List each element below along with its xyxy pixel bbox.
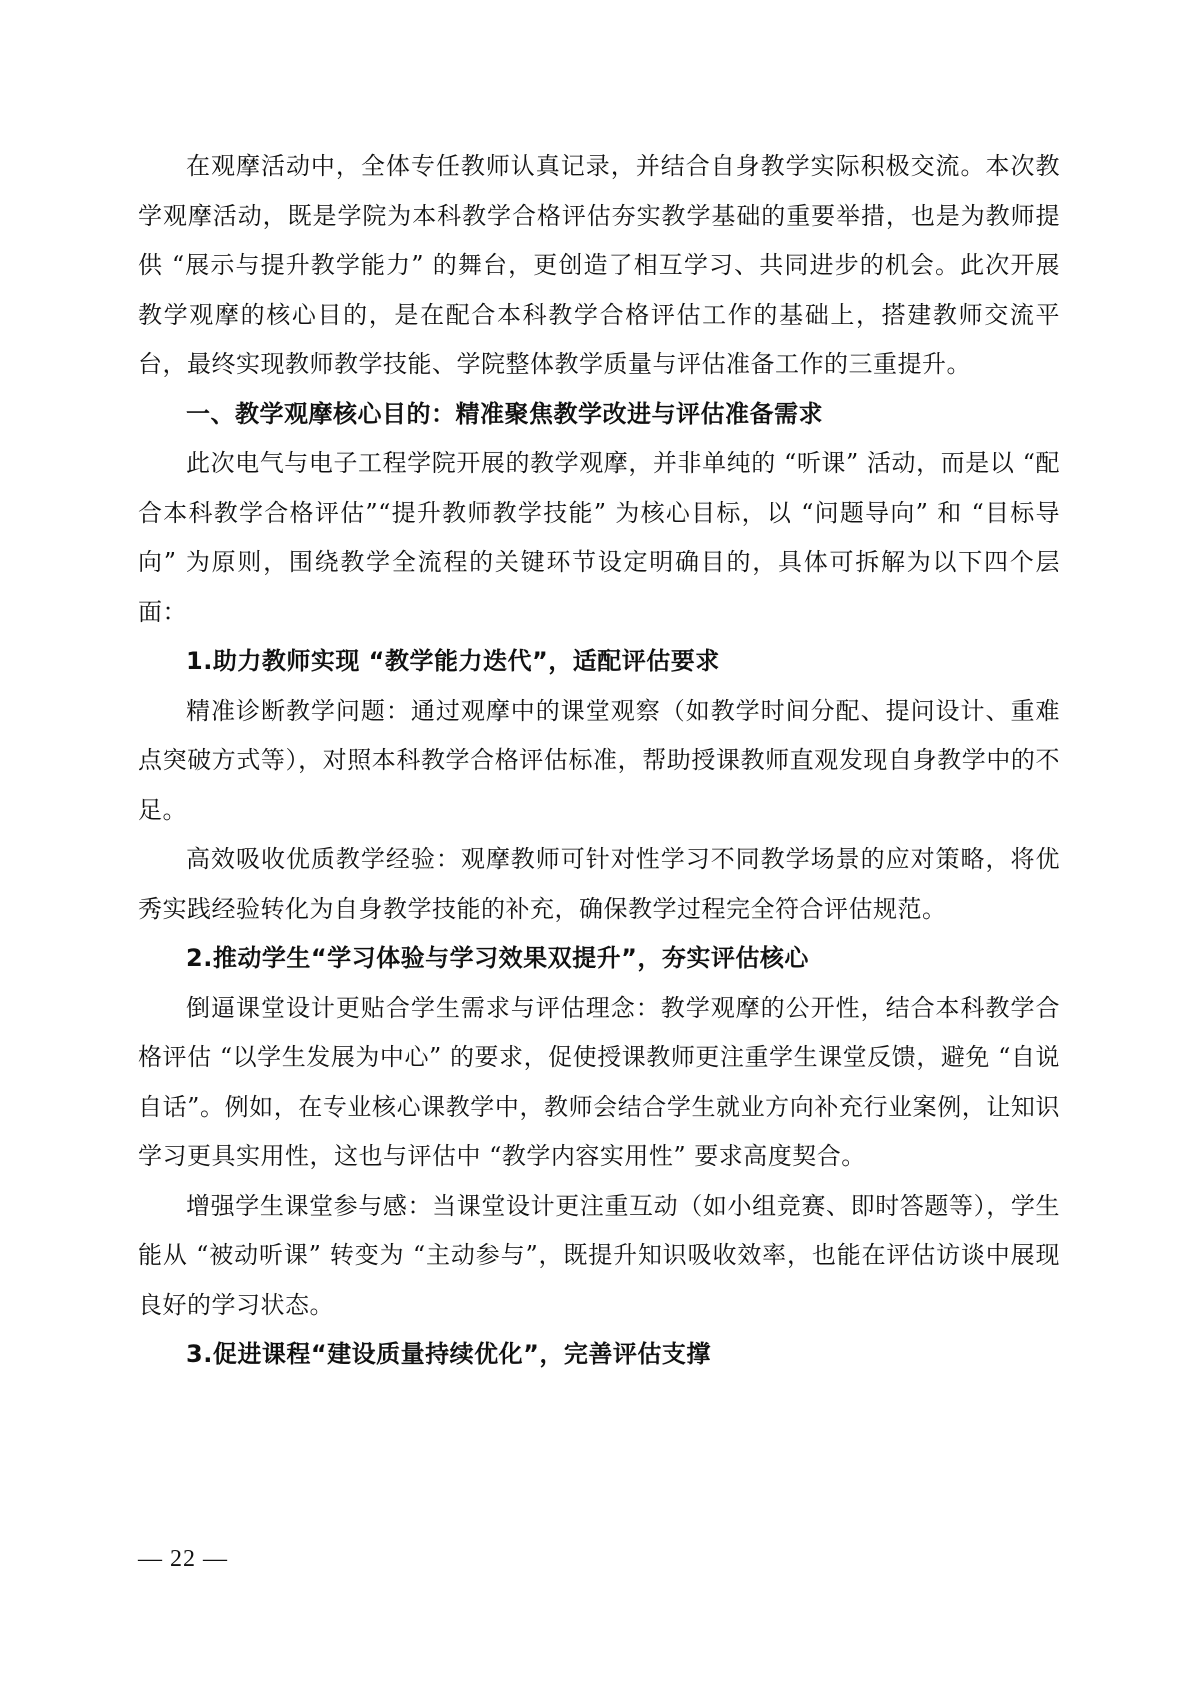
paragraph-section-1: 此次电气与电子工程学院开展的教学观摩，并非单纯的 “听课” 活动，而是以 “配合本科教学合格评估”“提升教师教学技能” 为核心目标，以 “问题导向” 和 “目标导向” 为原则，围绕教学全流程的关键环节设定明确目的，具体可拆解为以下四个层面：: [138, 449, 1060, 626]
section-heading-1: 一、教学观摩核心目的：精准聚焦教学改进与评估准备需求: [186, 399, 823, 428]
subheading-2: 2.推动学生“学习体验与学习效果双提升”，夯实评估核心: [186, 944, 809, 972]
paragraph-participation: 增强学生课堂参与感：当课堂设计更注重互动（如小组竞赛、即时答题等），学生能从 “被动听课” 转变为 “主动参与”，既提升知识吸收效率，也能在评估访谈中展现良好的学习状态。: [138, 1191, 1060, 1319]
document-body: [138, 142, 1060, 1380]
paragraph-absorb: 高效吸收优质教学经验：观摩教师可针对性学习不同教学场景的应对策略，将优秀实践经验转化为自身教学技能的补充，确保教学过程完全符合评估规范。: [138, 845, 1060, 923]
paragraph-course-design: 倒逼课堂设计更贴合学生需求与评估理念：教学观摩的公开性，结合本科教学合格评估 “以学生发展为中心” 的要求，促使授课教师更注重学生课堂反馈，避免 “自说自话”。例如，在专业核心课教学中，教师会结合学生就业方向补充行业案例，让知识学习更具实用性，这也与评估中 “教学内容实用性” 要求高度契合。: [138, 993, 1060, 1170]
page-number: — 22 —: [138, 1546, 228, 1572]
paragraph-intro: 在观摩活动中，全体专任教师认真记录，并结合自身教学实际积极交流。本次教学观摩活动，既是学院为本科教学合格评估夯实教学基础的重要举措，也是为教师提供 “展示与提升教学能力” 的舞台，更创造了相互学习、共同进步的机会。此次开展教学观摩的核心目的，是在配合本科教学合格评估工作的基础上，搭建教师交流平台，最终实现教师教学技能、学院整体教学质量与评估准备工作的三重提升。: [138, 152, 1060, 378]
paragraph-diagnose: 精准诊断教学问题：通过观摩中的课堂观察（如教学时间分配、提问设计、重难点突破方式等），对照本科教学合格评估标准，帮助授课教师直观发现自身教学中的不足。: [138, 696, 1060, 824]
subheading-1: 1.助力教师实现 “教学能力迭代”，适配评估要求: [186, 647, 720, 675]
subheading-3: 3.促进课程“建设质量持续优化”，完善评估支撑: [186, 1340, 711, 1368]
